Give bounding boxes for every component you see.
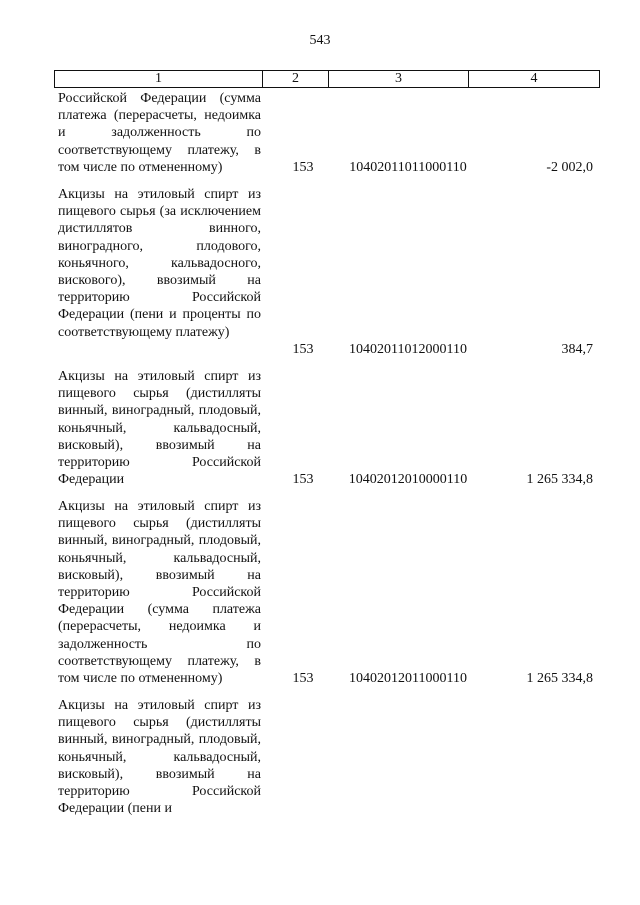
- row-1-admin-code: 153: [292, 342, 314, 357]
- row-3-description: Акцизы на этиловый спирт из пищевого сырья (дистилляты винный, виноградный, плодовый, коньячный, кальвадосный, висковый), ввозимый на территорию Российской Федерации (сумма платежа (перерасчеты, недоимка и задолженность по соответствующему платежу, в том числе по отмененному): [58, 499, 261, 687]
- row-1-kbk: 10402011012000110: [349, 342, 467, 357]
- row-3-amount: 1 265 334,8: [526, 671, 593, 686]
- table-header: [54, 70, 600, 88]
- row-1-description: Акцизы на этиловый спирт из пищевого сырья (за исключением дистиллятов винного, виноградного, плодового, коньячного, кальвадосного, вискового), ввозимый на территорию Российской Федерации (пени и проценты по соответствующему платежу): [58, 187, 261, 340]
- header-col-3: 3: [329, 71, 469, 87]
- row-4-description: Акцизы на этиловый спирт из пищевого сырья (дистилляты винный, виноградный, плодовый, коньячный, кальвадосный, висковый), ввозимый на территорию Российской Федерации (пени и: [58, 698, 261, 817]
- header-col-4: 4: [530, 71, 538, 86]
- row-2-kbk: 10402012010000110: [348, 472, 468, 487]
- page-number: 543: [309, 33, 331, 48]
- row-3-kbk: 10402012011000110: [349, 671, 467, 686]
- row-0-description: Российской Федерации (сумма платежа (перерасчеты, недоимка и задолженность по соответствующему платежу, в том числе по отмененному): [58, 91, 261, 175]
- row-0-amount: -2 002,0: [546, 160, 593, 175]
- row-1-amount: 384,7: [561, 342, 593, 357]
- row-0-kbk: 10402011011000110: [349, 160, 467, 175]
- row-2-description: Акцизы на этиловый спирт из пищевого сырья (дистилляты винный, виноградный, плодовый, коньячный, кальвадосный, висковый), ввозимый на территорию Российской Федерации: [58, 369, 261, 488]
- row-2-amount: 1 265 334,8: [526, 472, 593, 487]
- row-2-admin-code: 153: [292, 472, 314, 487]
- header-col-2: 2: [263, 71, 329, 87]
- header-col-1: 1: [55, 71, 263, 87]
- row-0-admin-code: 153: [292, 160, 314, 175]
- row-3-admin-code: 153: [292, 671, 314, 686]
